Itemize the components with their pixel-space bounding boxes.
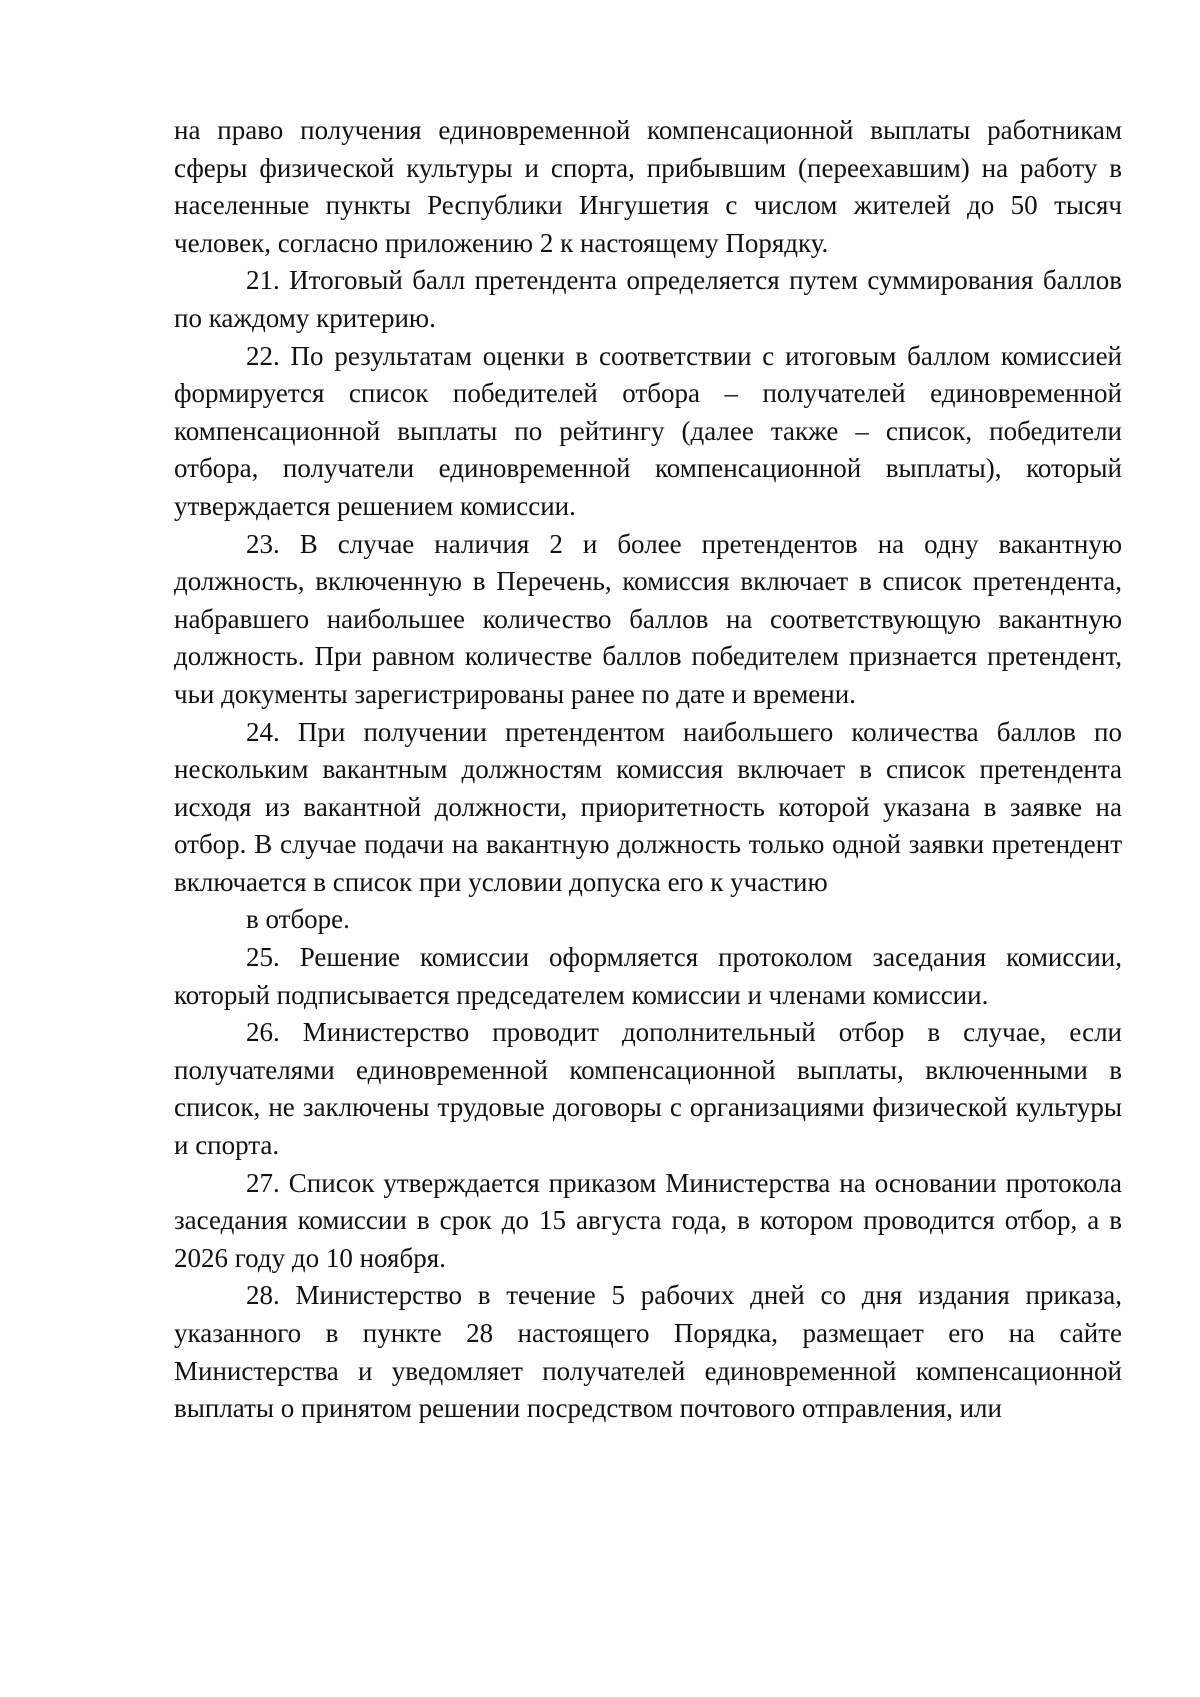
paragraph-22: 22. По результатам оценки в соответствии с итоговым баллом комиссией формируется список победителей отбора – получателей единовременной компенсационной выплаты по рейтингу (далее также – список, победители отбора, получатели единовременной компенсационной выплаты), который утверждается решением комиссии.: [174, 340, 1122, 521]
paragraph-23: 23. В случае наличия 2 и более претендентов на одну вакантную должность, включенную в Перечень, комиссия включает в список претендента, набравшего наибольшее количество баллов на соответствующую вакантную должность. При равном количестве баллов победителем признается претендент, чьи документы зарегистрированы ранее по дате и времени.: [174, 528, 1122, 709]
paragraph-21: 21. Итоговый балл претендента определяется путем суммирования баллов по каждому критерию.: [174, 265, 1122, 333]
paragraph-25: 25. Решение комиссии оформляется протоколом заседания комиссии, который подписывается председателем комиссии и членами комиссии.: [174, 942, 1122, 1010]
paragraph-28: 28. Министерство в течение 5 рабочих дней со дня издания приказа, указанного в пункте 28 настоящего Порядка, размещает его на сайте Министерства и уведомляет получателей единовременной компенсационной выплаты о принятом решении посредством почтового отправления, или: [174, 1280, 1122, 1424]
paragraph-27: 27. Список утверждается приказом Министерства на основании протокола заседания комиссии в срок до 15 августа года, в котором проводится отбор, а в 2026 году до 10 ноября.: [174, 1167, 1122, 1273]
document-page: [174, 112, 1122, 1428]
paragraph-24-tail: в отборе.: [246, 904, 350, 935]
paragraph-26: 26. Министерство проводит дополнительный отбор в случае, если получателями единовременной компенсационной выплаты, включенными в список, не заключены трудовые договоры с организациями физической культуры и спорта.: [174, 1017, 1122, 1161]
paragraph-24-body: 24. При получении претендентом наибольшего количества баллов по нескольким вакантным должностям комиссия включает в список претендента исходя из вакантной должности, приоритетность которой указана в заявке на отбор. В случае подачи на вакантную должность только одной заявки претендент включается в список при условии допуска его к участию: [174, 716, 1122, 897]
paragraph-continued: на право получения единовременной компенсационной выплаты работникам сферы физической культуры и спорта, прибывшим (переехавшим) на работу в населенные пункты Республики Ингушетия с числом жителей до 50 тысяч человек, согласно приложению 2 к настоящему Порядку.: [174, 115, 1122, 258]
paragraph-24: [174, 714, 1122, 940]
